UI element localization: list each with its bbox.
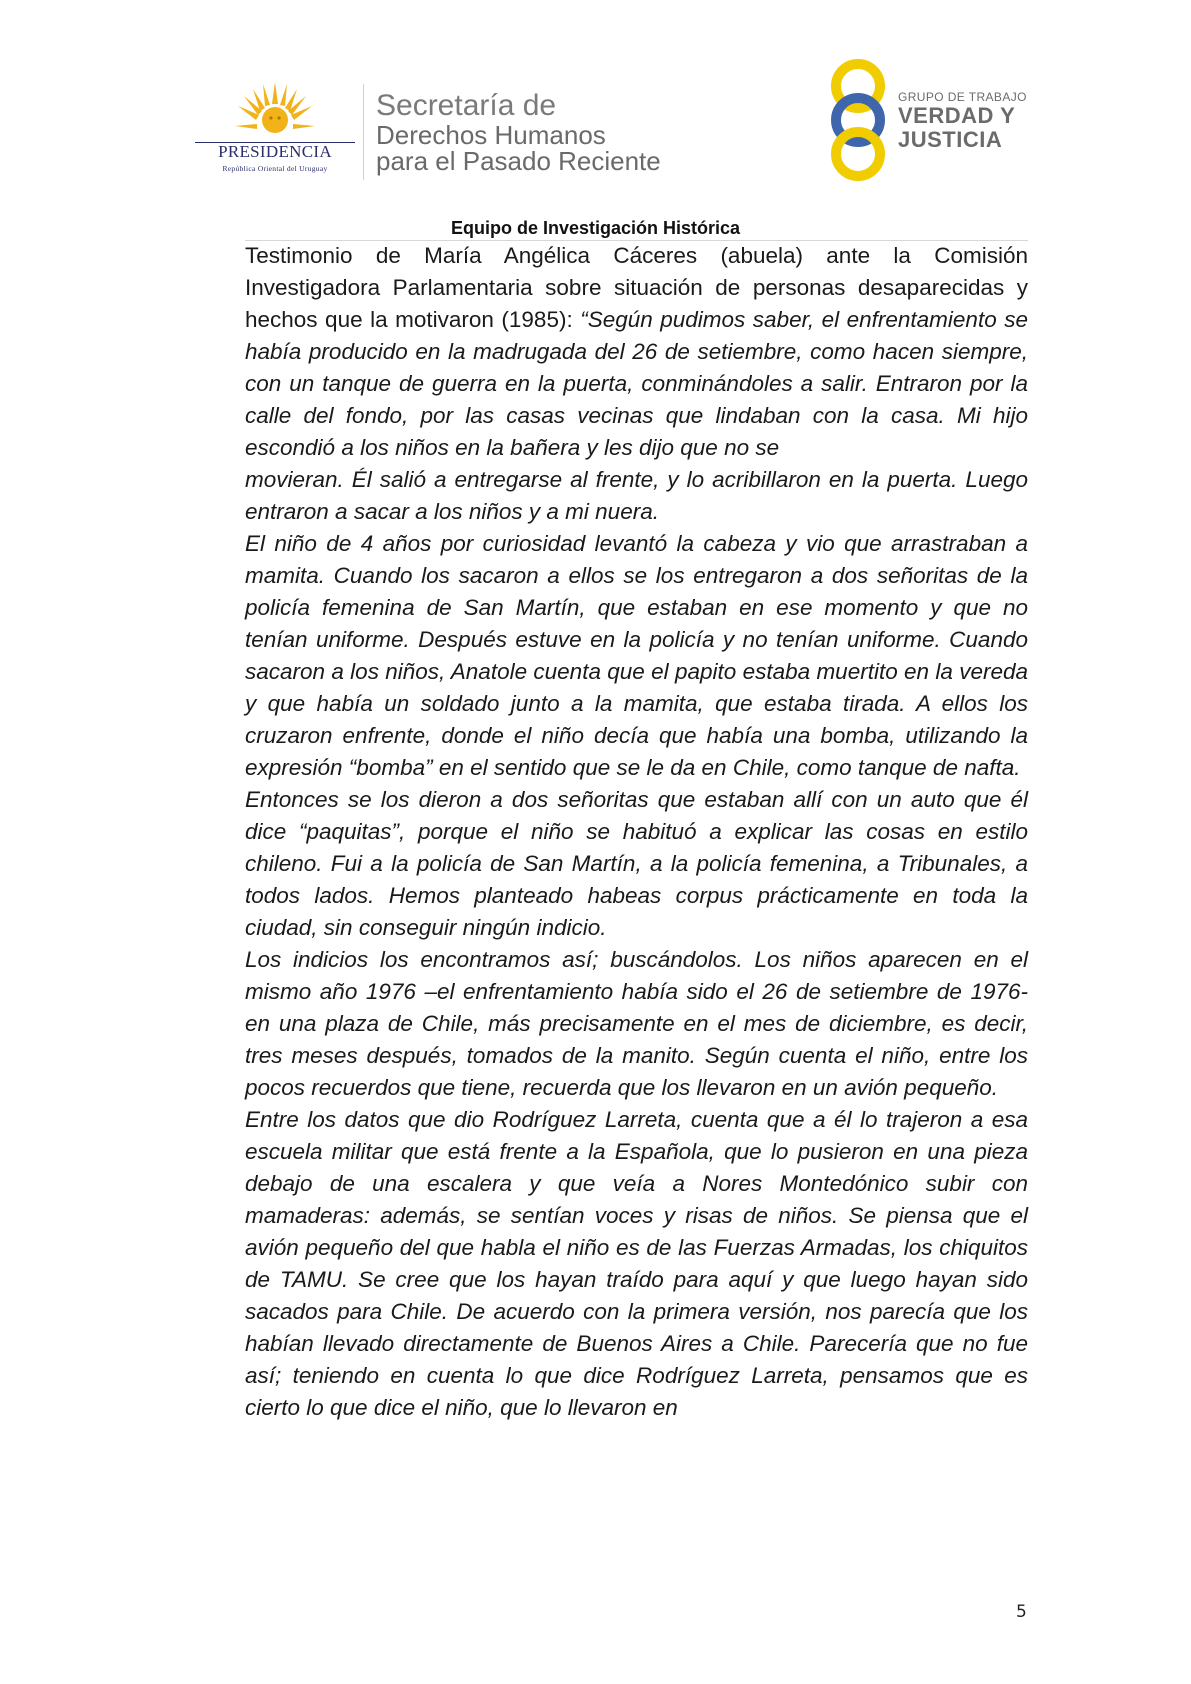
paragraph-3-text: El niño de 4 años por curiosidad levantó la cabeza y vio que arrastraban a mamita. Cuando los sacaron a ellos se los entregaron a dos señoritas de la policía femenina de San Martín, que estaban en ese momento y que no tenían uniforme. Después estuve en la policía y no tenían uniforme. Cuando sacaron a los niños, Anatole cuenta que el papito estaba muertito en la vereda y que había un soldado junto a la mamita, que estaba tirada. A ellos los cruzaron enfrente, donde el niño decía que había una bomba, utilizando la expresión “bomba” en el sentido que se le da en Chile, como tanque de nafta. [245, 531, 1028, 780]
paragraph-1-plain: Testimonio de María Angélica Cáceres (abuela) ante la Comisión Investigadora Parlamentaria sobre situación de personas desaparecidas y hechos que la motivaron (1985): [245, 243, 1028, 332]
gtvj-line-2: JUSTICIA [898, 127, 1003, 152]
paragraph-2-text: movieran. Él salió a entregarse al frente, y lo acribillaron en la puerta. Luego entraron a sacar a los niños y a mi nuera. [245, 467, 1028, 524]
page-header [0, 0, 1191, 200]
section-title: Equipo de Investigación Histórica [450, 218, 741, 238]
paragraph-3 [245, 528, 1028, 784]
sun-emblem-icon [235, 80, 315, 140]
header-divider [363, 84, 364, 180]
page-number: 5 [1016, 1602, 1027, 1622]
document-body [245, 240, 1028, 1424]
paragraph-2 [245, 464, 1028, 528]
gtvj-line-1: VERDAD Y [898, 103, 1016, 128]
paragraph-4-text: Entonces se los dieron a dos señoritas que estaban allí con un auto que él dice “paquitas”, porque el niño se habituó a explicar las cosas en estilo chileno. Fui a la policía de San Martín, a la policía femenina, a Tribunales, a todos lados. Hemos planteado habeas corpus prácticamente en toda la ciudad, sin conseguir ningún indicio. [245, 787, 1028, 940]
paragraph-1 [245, 240, 1028, 464]
gtvj-small-label: GRUPO DE TRABAJO [898, 90, 1027, 104]
secretaria-line-2: Derechos Humanos [376, 120, 606, 150]
paragraph-6 [245, 1104, 1028, 1424]
presidencia-subtitle: República Oriental del Uruguay [222, 164, 328, 173]
paragraph-5-text: Los indicios los encontramos así; buscándolos. Los niños aparecen en el mismo año 1976 –el enfrentamiento había sido el 26 de setiembre de 1976- en una plaza de Chile, más precisamente en el mes de diciembre, es decir, tres meses después, tomados de la manito. Según cuenta el niño, entre los pocos recuerdos que tiene, recuerda que los llevaron en un avión pequeño. [245, 947, 1028, 1100]
presidencia-name: PRESIDENCIA [218, 142, 332, 161]
paragraph-5 [245, 944, 1028, 1104]
presidencia-logo [195, 80, 355, 180]
paragraph-4 [245, 784, 1028, 944]
secretaria-line-3: para el Pasado Reciente [376, 146, 661, 176]
paragraph-1-quote: “Según pudimos saber, el enfrentamiento se había producido en la madrugada del 26 de setiembre, como hacen siempre, con un tanque de guerra en la puerta, conminándoles a salir. Entraron por la calle del fondo, por las casas vecinas que lindaban con la casa. Mi hijo escondió a los niños en la bañera y les dijo que no se [245, 307, 1028, 460]
secretaria-line-1: Secretaría de [376, 89, 557, 122]
verdad-justicia-logo-text [898, 90, 1027, 152]
paragraph-6-text: Entre los datos que dio Rodríguez Larreta, cuenta que a él lo trajeron a esa escuela militar que está frente a la Española, que lo pusieron en una pieza debajo de una escalera y que veía a Nores Montedónico subir con mamaderas: además, se sentían voces y risas de niños. Se piensa que el avión pequeño del que habla el niño es de las Fuerzas Armadas, los chiquitos de TAMU. Se cree que los hayan traído para aquí y que luego hayan sido sacados para Chile. De acuerdo con la primera versión, nos parecía que los habían llevado directamente de Buenos Aires a Chile. Parecería que no fue así; teniendo en cuenta lo que dice Rodríguez Larreta, pensamos que es cierto lo que dice el niño, que lo llevaron en [245, 1107, 1028, 1420]
secretaria-logo-text [376, 90, 661, 174]
